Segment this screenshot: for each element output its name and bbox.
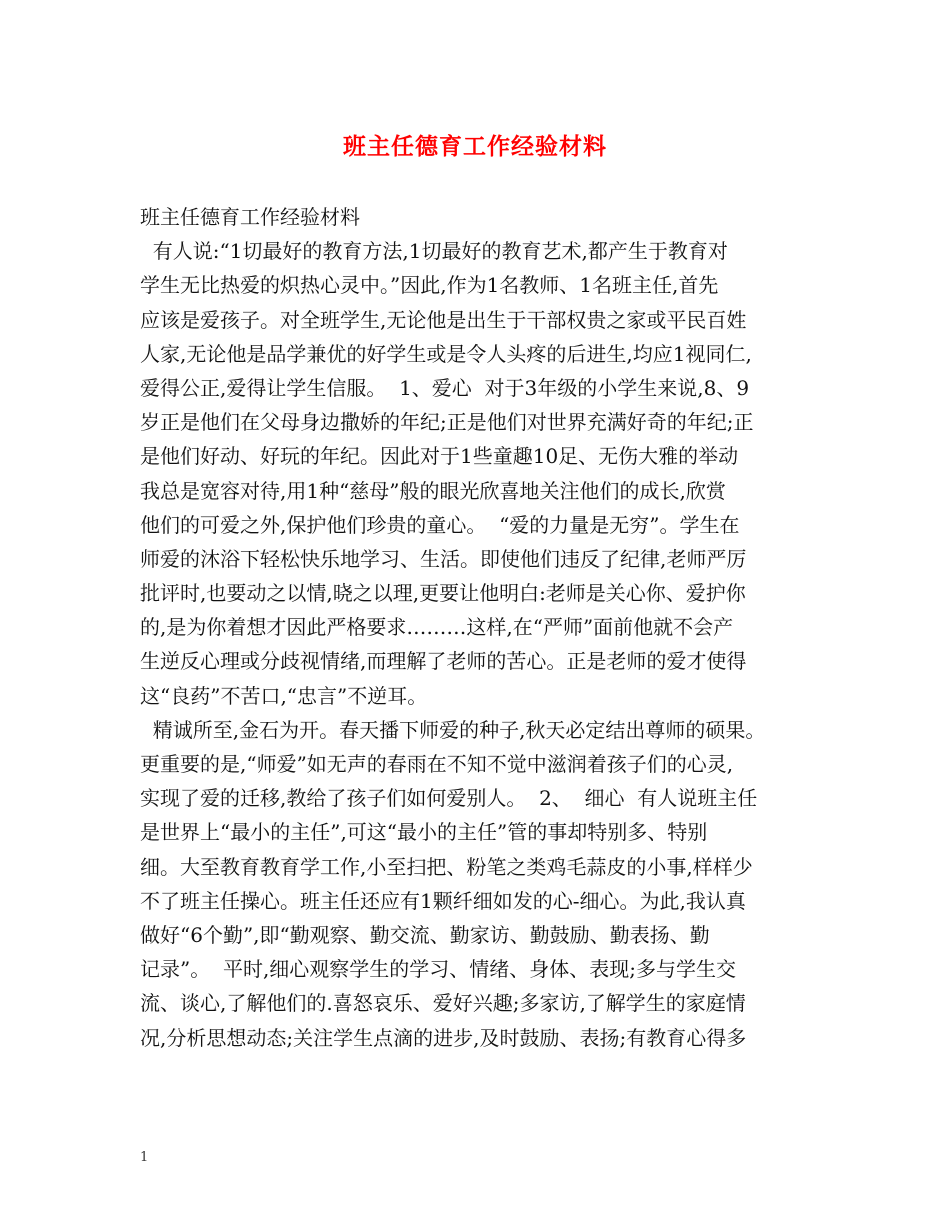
body-line: 是他们好动、好玩的年纪。因此对于1些童趣10足、无伤大雅的举动 — [140, 444, 739, 469]
body-line: 生逆反心理或分歧视情绪,而理解了老师的苦心。正是老师的爱才使得 — [140, 649, 747, 674]
body-line: 有人说:“1切最好的教育方法,1切最好的教育艺术,都产生于教育对 — [140, 239, 728, 264]
body-line: 流、谈心,了解他们的.喜怒哀乐、爱好兴趣;多家访,了解学生的家庭情 — [140, 991, 746, 1016]
body-line: 精诚所至,金石为开。春天播下师爱的种子,秋天必定结出尊师的硕果。 — [140, 717, 766, 742]
body-line: 实现了爱的迁移,教给了孩子们如何爱别人。 2、 细心 有人说班主任 — [140, 786, 758, 811]
body-line: 师爱的沐浴下轻松快乐地学习、生活。即使他们违反了纪律,老师严厉 — [140, 546, 747, 571]
body-line: 记录”。 平时,细心观察学生的学习、情绪、身体、表现;多与学生交 — [140, 957, 737, 982]
body-line: 我总是宽容对待,用1种“慈母”般的眼光欣喜地关注他们的成长,欣赏 — [140, 478, 726, 503]
body-line: 不了班主任操心。班主任还应有1颗纤细如发的心-细心。为此,我认真 — [140, 888, 746, 913]
body-line: 他们的可爱之外,保护他们珍贵的童心。 “爱的力量是无穷”。学生在 — [140, 512, 740, 537]
body-line: 的,是为你着想才因此严格要求………这样,在“严师”面前他就不会产 — [140, 615, 734, 640]
body-line: 爱得公正,爱得让学生信服。 1、爱心 对于3年级的小学生来说,8、9 — [140, 375, 750, 400]
body-line: 学生无比热爱的炽热心灵中。”因此,作为1名教师、1名班主任,首先 — [140, 273, 719, 298]
body-line: 更重要的是,“师爱”如无声的春雨在不知不觉中滋润着孩子们的心灵, — [140, 752, 734, 776]
body-line: 做好“6个勤”,即“勤观察、勤交流、勤家访、勤鼓励、勤表扬、勤 — [140, 922, 710, 947]
body-line: 细。大至教育教育学工作,小至扫把、粉笔之类鸡毛蒜皮的小事,样样少 — [140, 854, 753, 879]
body-line: 是世界上“最小的主任”,可这“最小的主任”管的事却特别多、特别 — [140, 820, 708, 845]
document-body — [140, 200, 820, 1055]
body-line: 人家,无论他是品学兼优的好学生或是令人头疼的后进生,均应1视同仁, — [140, 341, 752, 366]
body-line: 批评时,也要动之以情,晓之以理,更要让他明白:老师是关心你、爱护你 — [140, 581, 746, 606]
body-line: 况,分析思想动态;关注学生点滴的进步,及时鼓励、表扬;有教育心得多 — [140, 1025, 747, 1050]
document-title: 班主任德育工作经验材料 — [343, 133, 607, 160]
body-line: 岁正是他们在父母身边撒娇的年纪;正是他们对世界充满好奇的年纪;正 — [140, 410, 754, 435]
body-line: 班主任德育工作经验材料 — [140, 205, 360, 229]
body-line: 应该是爱孩子。对全班学生,无论他是出生于干部权贵之家或平民百姓 — [140, 307, 747, 332]
body-line: 这“良药”不苦口,“忠言”不逆耳。 — [140, 683, 428, 708]
page-number: 1 — [140, 1150, 149, 1165]
